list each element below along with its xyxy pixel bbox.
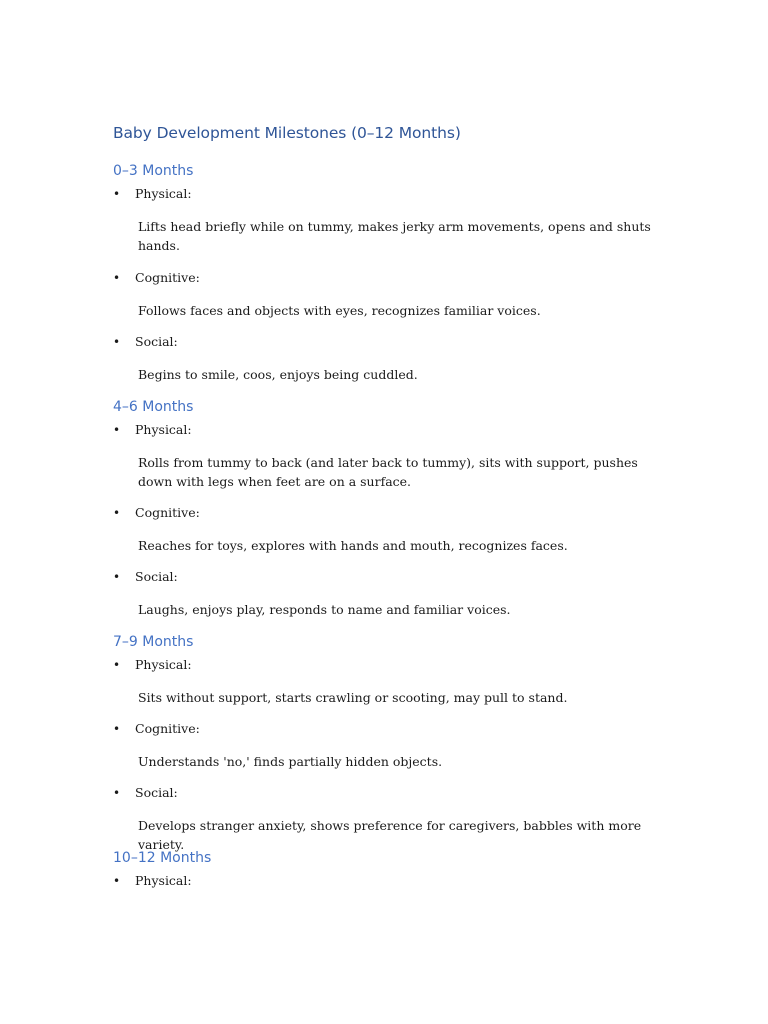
bullet-icon: • [113,722,121,736]
bullet-label: Social: [135,334,178,349]
milestone-description: Laughs, enjoys play, responds to name and familiar voices. [138,602,511,617]
bullet-label: Cognitive: [135,505,200,520]
bullet-cognitive-7-9 [113,721,200,736]
bullet-icon: • [113,570,121,584]
bullet-label: Physical: [135,186,192,201]
bullet-icon: • [113,506,121,520]
bullet-label: Physical: [135,873,192,888]
bullet-icon: • [113,658,121,672]
bullet-label: Cognitive: [135,721,200,736]
bullet-physical-7-9 [113,657,192,672]
bullet-social-4-6 [113,569,178,584]
bullet-label: Physical: [135,422,192,437]
milestone-description: Reaches for toys, explores with hands and mouth, recognizes faces. [138,538,568,553]
bullet-physical-10-12 [113,873,192,888]
bullet-social-0-3 [113,334,178,349]
milestone-description: Rolls from tummy to back (and later back to tummy), sits with support, pushes down with legs when feet are on a surface. [138,455,638,489]
milestone-description: Sits without support, starts crawling or scooting, may pull to stand. [138,690,568,705]
milestone-description: Understands 'no,' finds partially hidden objects. [138,754,443,769]
bullet-label: Physical: [135,657,192,672]
bullet-social-7-9 [113,785,178,800]
bullet-cognitive-4-6 [113,505,200,520]
bullet-label: Social: [135,785,178,800]
milestone-description: Lifts head briefly while on tummy, makes jerky arm movements, opens and shuts hands. [138,219,651,253]
section-heading-10-12-months: 10–12 Months [113,850,212,866]
bullet-icon: • [113,187,121,201]
bullet-icon: • [113,423,121,437]
milestone-description: Follows faces and objects with eyes, recognizes familiar voices. [138,303,541,318]
bullet-label: Cognitive: [135,270,200,285]
section-heading-7-9-months: 7–9 Months [113,634,194,650]
document-title: Baby Development Milestones (0–12 Months) [113,124,461,142]
milestone-description: Begins to smile, coos, enjoys being cuddled. [138,367,418,382]
bullet-icon: • [113,874,121,888]
bullet-icon: • [113,335,121,349]
section-heading-4-6-months: 4–6 Months [113,399,194,415]
bullet-cognitive-0-3 [113,270,200,285]
bullet-icon: • [113,271,121,285]
bullet-icon: • [113,786,121,800]
section-heading-0-3-months: 0–3 Months [113,163,194,179]
bullet-physical-4-6 [113,422,192,437]
milestone-description: Develops stranger anxiety, shows preference for caregivers, babbles with more variety. [138,818,642,852]
bullet-physical-0-3 [113,186,192,201]
bullet-label: Social: [135,569,178,584]
